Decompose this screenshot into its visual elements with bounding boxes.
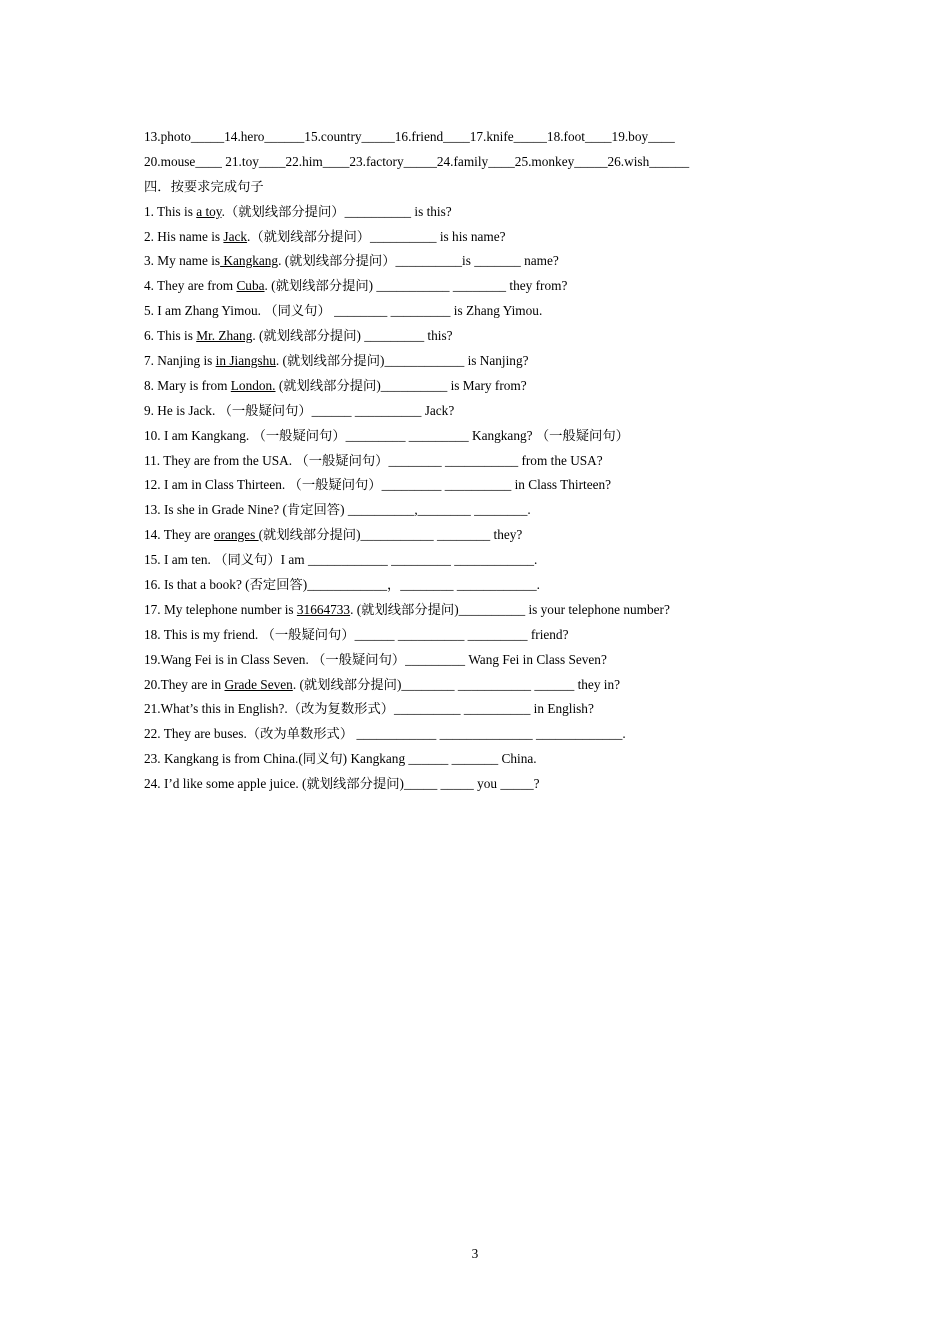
line-text: 4. They are from: [144, 278, 237, 294]
exercise-line: [144, 150, 844, 175]
line-text: . (就划线部分提问) ___________ ________ they from?: [264, 278, 568, 294]
exercise-line: [144, 449, 844, 474]
exercise-line: [144, 324, 844, 349]
line-text: 18. This is my friend. （一般疑问句）______ __________ _________ friend?: [144, 626, 569, 642]
line-text: 21.What’s this in English?.（改为复数形式）__________ __________ in English?: [144, 701, 594, 717]
exercise-line: [144, 673, 844, 698]
exercise-line: [144, 498, 844, 523]
line-text: 14. They are: [144, 527, 214, 543]
line-text: 2. His name is: [144, 228, 224, 244]
line-text: . (就划线部分提问)________ ___________ ______ they in?: [292, 676, 621, 692]
exercise-line: [144, 548, 844, 573]
line-text: (就划线部分提问)__________ is Mary from?: [275, 377, 527, 393]
line-text: 10. I am Kangkang. （一般疑问句）_________ _________ Kangkang? （一般疑问句）: [144, 427, 629, 443]
exercise-line: [144, 747, 844, 772]
underlined-phrase: Kangkang: [220, 253, 279, 269]
exercise-line: [144, 175, 844, 200]
exercise-line: [144, 125, 844, 150]
exercise-line: [144, 249, 844, 274]
line-text: (就划线部分提问)___________ ________ they?: [258, 527, 523, 543]
line-text: 19.Wang Fei is in Class Seven. （一般疑问句）_________ Wang Fei in Class Seven?: [144, 651, 607, 667]
line-text: 16. Is that a book? (否定回答)____________，________ ____________.: [144, 577, 540, 593]
line-text: 23. Kangkang is from China.(同义句) Kangkang ______ _______ China.: [144, 751, 537, 767]
exercise-line: [144, 573, 844, 598]
line-text: 四．按要求完成句子: [144, 178, 264, 194]
underlined-phrase: Grade Seven: [224, 676, 293, 692]
line-text: 24. I’d like some apple juice. (就划线部分提问)_____ _____ you _____?: [144, 776, 540, 792]
exercise-line: [144, 225, 844, 250]
line-text: . (就划线部分提问）__________is _______ name?: [278, 253, 559, 269]
exercise-line: [144, 697, 844, 722]
underlined-phrase: 31664733: [296, 601, 351, 617]
line-text: 7. Nanjing is: [144, 353, 216, 369]
line-text: 9. He is Jack. （一般疑问句）______ __________ Jack?: [144, 402, 455, 418]
underlined-phrase: a toy: [196, 203, 222, 219]
line-text: 5. I am Zhang Yimou. （同义句） ________ _________ is Zhang Yimou.: [144, 303, 543, 319]
exercise-line: [144, 473, 844, 498]
line-text: 8. Mary is from: [144, 377, 231, 393]
exercise-line: [144, 722, 844, 747]
exercise-line: [144, 374, 844, 399]
page-number: 3: [471, 1246, 479, 1261]
line-text: 20.They are in: [144, 676, 225, 692]
exercise-line: [144, 200, 844, 225]
line-text: .（就划线部分提问）__________ is his name?: [247, 228, 506, 244]
underlined-phrase: Mr. Zhang: [196, 328, 253, 344]
exercise-line: [144, 598, 844, 623]
exercise-line: [144, 399, 844, 424]
underlined-phrase: London.: [230, 377, 276, 393]
line-text: . (就划线部分提问) _________ this?: [252, 328, 453, 344]
line-text: 3. My name is: [144, 253, 221, 269]
exercise-line: [144, 523, 844, 548]
exercise-line: [144, 299, 844, 324]
line-text: 17. My telephone number is: [144, 601, 297, 617]
line-text: 13.photo_____14.hero______15.country_____16.friend____17.knife_____18.foot____19.boy____: [144, 129, 675, 144]
underlined-phrase: Jack: [223, 228, 248, 244]
line-text: 22. They are buses.（改为单数形式） ____________ ______________ _____________.: [144, 726, 626, 742]
line-text: . (就划线部分提问)__________ is your telephone number?: [350, 601, 670, 617]
exercise-line: [144, 648, 844, 673]
exercise-line: [144, 274, 844, 299]
underlined-phrase: Cuba: [236, 278, 265, 294]
line-text: 13. Is she in Grade Nine? (肯定回答) __________,________ ________.: [144, 502, 531, 518]
exercise-line: [144, 772, 844, 797]
line-text: . (就划线部分提问)____________ is Nanjing?: [275, 353, 529, 369]
line-text: 20.mouse____ 21.toy____22.him____23.factory_____24.family____25.monkey_____26.wish______: [144, 153, 690, 169]
exercise-line: [144, 623, 844, 648]
exercise-line: [144, 349, 844, 374]
line-text: 15. I am ten. （同义句）I am ____________ _________ ____________.: [144, 552, 538, 568]
underlined-phrase: in Jiangshu: [215, 353, 276, 369]
line-text: 11. They are from the USA. （一般疑问句）________ ___________ from the USA?: [144, 452, 603, 468]
exercise-content: [144, 125, 844, 797]
exercise-line: [144, 424, 844, 449]
line-text: .（就划线部分提问）__________ is this?: [221, 203, 452, 219]
line-text: 12. I am in Class Thirteen. （一般疑问句）_________ __________ in Class Thirteen?: [144, 477, 612, 493]
line-text: 6. This is: [144, 328, 197, 344]
underlined-phrase: oranges: [213, 527, 259, 543]
line-text: 1. This is: [144, 203, 197, 219]
